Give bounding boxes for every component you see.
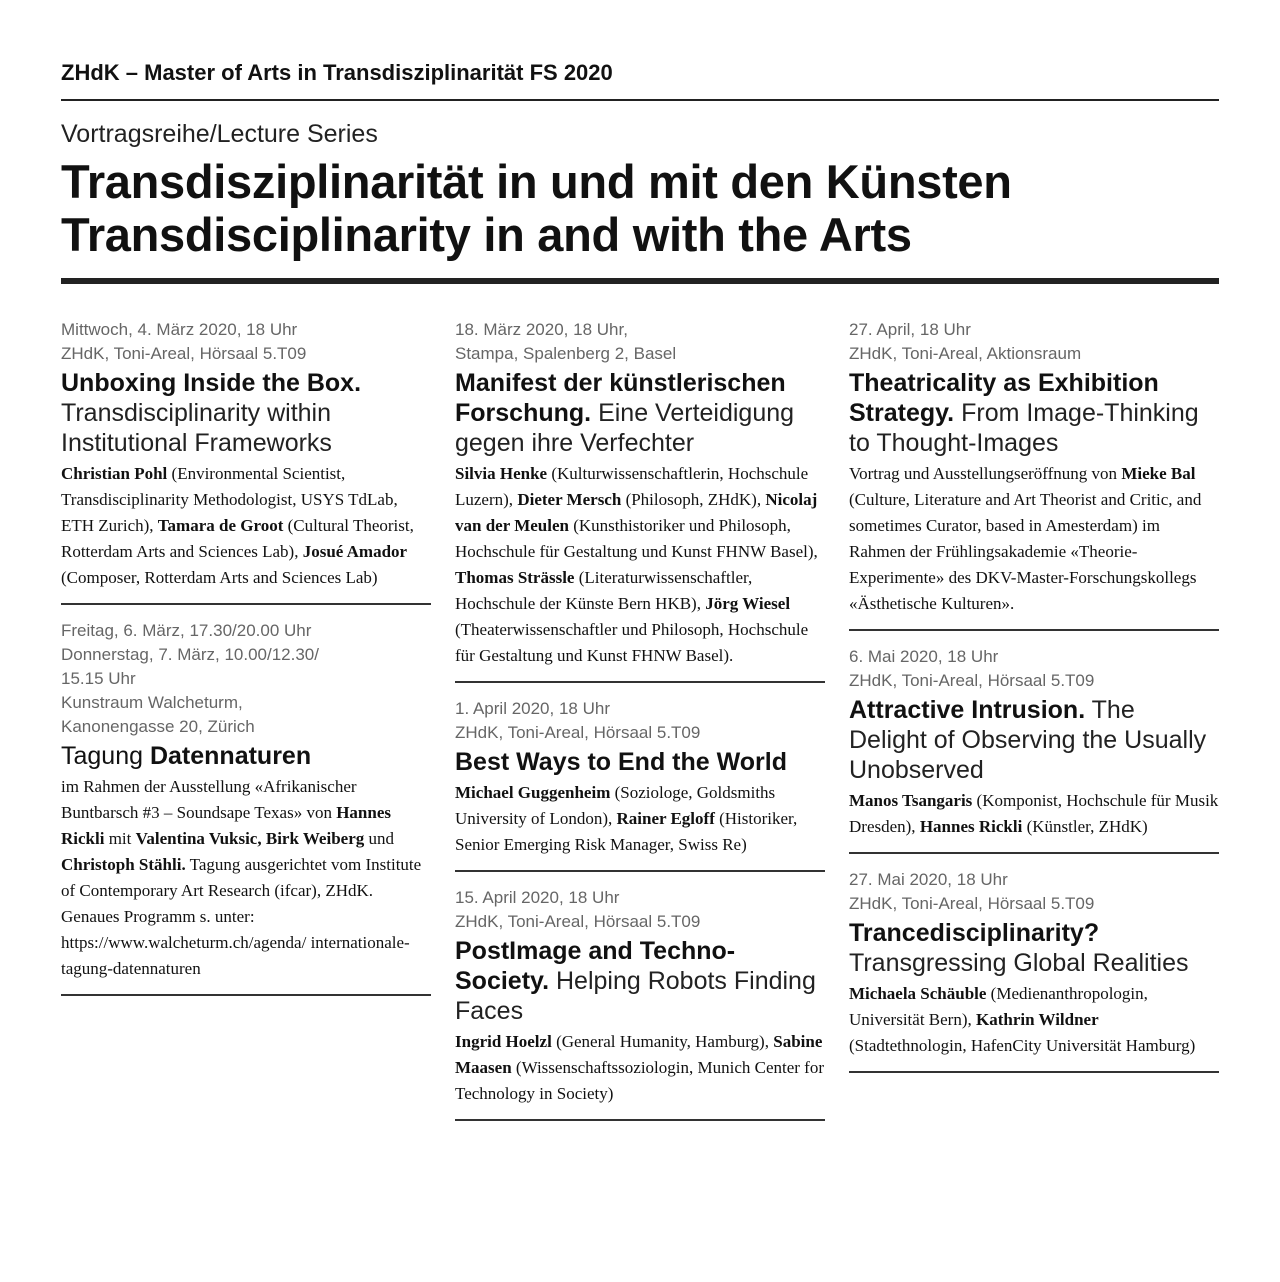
event-meta-line: ZHdK, Toni-Areal, Hörsaal 5.T09 [455, 723, 701, 742]
event-title [849, 918, 1219, 978]
event-title-bold: Best Ways to End the World [455, 748, 787, 776]
event-title [849, 368, 1219, 458]
event-title-subtitle: From Image-Thinking to Thought-Images [849, 399, 1199, 457]
event-meta-line: Donnerstag, 7. März, 10.00/12.30/ [61, 645, 319, 664]
description-text: Vortrag und Ausstellungseröffnung von [849, 464, 1122, 483]
event-meta-line: Kunstraum Walcheturm, [61, 693, 243, 712]
event-description [455, 461, 825, 669]
page-title [61, 155, 1012, 261]
event-meta-line: Kanonengasse 20, Zürich [61, 717, 255, 736]
event-meta-line: Freitag, 6. März, 17.30/20.00 Uhr [61, 621, 312, 640]
speaker-name: Kathrin Wildner [976, 1010, 1099, 1029]
event-title-subtitle: Eine Verteidigung gegen ihre Verfechter [455, 399, 795, 457]
event-meta-line: ZHdK, Toni-Areal, Aktionsraum [849, 344, 1082, 363]
event-title [455, 936, 825, 1026]
description-text: (Kunsthistoriker und Philosoph, Hochschule für Gestaltung und Kunst FHNW Basel), [455, 516, 818, 561]
description-text: (Philosoph, ZHdK), [621, 490, 766, 509]
event-title [455, 747, 825, 777]
series-label: Vortragsreihe/Lecture Series [61, 120, 378, 148]
event-meta-line: Mittwoch, 4. März 2020, 18 Uhr [61, 320, 298, 339]
event-meta-line: ZHdK, Toni-Areal, Hörsaal 5.T09 [849, 894, 1095, 913]
speaker-name: Ingrid Hoelzl [455, 1032, 552, 1051]
event-description [849, 981, 1219, 1059]
speaker-name: Christoph Stähli. [61, 855, 186, 874]
description-text: im Rahmen der Ausstellung «Afrikanischer Buntbarsch #3 – Soundsape Texas» von [61, 777, 357, 822]
description-text: (General Humanity, Hamburg), [551, 1032, 774, 1051]
description-text: (Environmental Scientist, Transdisciplinarity Methodologist, USYS TdLab, ETH Zurich), [61, 464, 398, 535]
speaker-name: Dieter Mersch [517, 490, 622, 509]
event-title-bold: PostImage and Techno-Society. [455, 937, 736, 995]
event-title-subtitle: Transgressing Global Realities [849, 949, 1189, 977]
column-3 [849, 318, 1219, 1087]
event-title-subtitle: Transdisciplinarity within Institutional Frameworks [61, 399, 332, 457]
event-title-prefix: Tagung [61, 742, 150, 770]
event-meta-line: 6. Mai 2020, 18 Uhr [849, 647, 999, 666]
event-title-bold: Attractive Intrusion. [849, 696, 1086, 724]
description-text: Tagung ausgerichtet vom Institute of Contemporary Art Research (ifcar), ZHdK. Genaues Programm s. unter: https://www.walcheturm.ch/agenda/ internationale-tagung-datennaturen [61, 855, 422, 978]
description-text: (Soziologe, Goldsmiths University of London), [455, 783, 776, 828]
speaker-name: Sabine Maasen [455, 1032, 823, 1077]
event-meta-line: Stampa, Spalenberg 2, Basel [455, 344, 677, 363]
event-block [849, 645, 1219, 854]
title-line-german: Transdisziplinarität in und mit den Künsten [61, 155, 1012, 208]
event-meta-line: 18. März 2020, 18 Uhr, [455, 320, 628, 339]
speaker-name: Jörg Wiesel [705, 594, 791, 613]
description-text: (Culture, Literature and Art Theorist and Critic, and sometimes Curator, based in Amesterdam) im Rahmen der Frühlingsakademie «Theorie-Experimente» des DKV-Master-Forschungskollegs «Ästhetische Kulturen». [849, 490, 1202, 613]
event-description [455, 780, 825, 858]
event-title [455, 368, 825, 458]
event-title-bold: Manifest der künstlerischen Forschung. [455, 369, 786, 427]
speaker-name: Tamara de Groot [157, 516, 284, 535]
event-block [61, 318, 431, 605]
description-text: (Kulturwissenschaftlerin, Hochschule Luzern), [455, 464, 809, 509]
description-text: (Composer, Rotterdam Arts and Sciences Lab) [61, 568, 378, 587]
description-text: (Literaturwissenschaftler, Hochschule der Künste Bern HKB), [455, 568, 753, 613]
event-meta-line: 1. April 2020, 18 Uhr [455, 699, 610, 718]
event-title-subtitle: The Delight of Observing the Usually Unobserved [849, 696, 1207, 784]
speaker-name: Mieke Bal [1121, 464, 1196, 483]
event-description [849, 788, 1219, 840]
event-title-bold: Datennaturen [149, 742, 312, 770]
description-text: (Stadtethnologin, HafenCity Universität Hamburg) [849, 1036, 1196, 1055]
event-meta-line: ZHdK, Toni-Areal, Hörsaal 5.T09 [455, 912, 701, 931]
column-2 [455, 318, 825, 1135]
description-text: (Wissenschaftssoziologin, Munich Center for Technology in Society) [455, 1058, 825, 1103]
event-title [61, 741, 431, 771]
event-block [61, 619, 431, 996]
event-meta-line: 15. April 2020, 18 Uhr [455, 888, 620, 907]
speaker-name: Valentina Vuksic, [135, 829, 262, 848]
event-meta-line: ZHdK, Toni-Areal, Hörsaal 5.T09 [849, 671, 1095, 690]
description-text: (Komponist, Hochschule für Musik Dresden), [849, 791, 1219, 836]
event-title-subtitle: Helping Robots Finding Faces [455, 967, 816, 1025]
speaker-name: Nicolaj van der Meulen [455, 490, 818, 535]
speaker-name: Hannes Rickli [919, 817, 1023, 836]
speaker-name: Christian Pohl [61, 464, 168, 483]
event-block [455, 697, 825, 872]
event-block [455, 318, 825, 683]
speaker-name: Manos Tsangaris [849, 791, 973, 810]
event-title-bold: Unboxing Inside the Box. [61, 369, 362, 397]
event-description [61, 461, 431, 591]
event-meta-line: 27. Mai 2020, 18 Uhr [849, 870, 1008, 889]
event-description [849, 461, 1219, 617]
event-description [61, 774, 431, 982]
speaker-name: Michael Guggenheim [455, 783, 611, 802]
event-block [455, 886, 825, 1121]
event-meta-line: 15.15 Uhr [61, 669, 136, 688]
event-meta-line: ZHdK, Toni-Areal, Hörsaal 5.T09 [61, 344, 307, 363]
column-1 [61, 318, 431, 1010]
description-text: (Historiker, Senior Emerging Risk Manager, Swiss Re) [455, 809, 798, 854]
event-title-bold: Trancedisciplinarity? [849, 919, 1100, 947]
event-block [849, 868, 1219, 1073]
header [61, 58, 1219, 101]
speaker-name: Michaela Schäuble [849, 984, 987, 1003]
description-text: mit [104, 829, 136, 848]
description-text: (Medienanthropologin, Universität Bern), [849, 984, 1148, 1029]
event-description [455, 1029, 825, 1107]
event-title [61, 368, 431, 458]
speaker-name: Birk Weiberg [265, 829, 365, 848]
event-block [849, 318, 1219, 631]
event-meta-line: 27. April, 18 Uhr [849, 320, 971, 339]
description-text: und [364, 829, 394, 848]
header-title: ZHdK – Master of Arts in Transdisziplinarität FS 2020 [61, 60, 613, 85]
speaker-name: Josué Amador [302, 542, 408, 561]
description-text: (Theaterwissenschaftler und Philosoph, Hochschule für Gestaltung und Kunst FHNW Basel). [455, 620, 809, 665]
speaker-name: Thomas Strässle [455, 568, 575, 587]
speaker-name: Rainer Egloff [616, 809, 715, 828]
title-rule [61, 278, 1219, 284]
event-title-bold: Theatricality as Exhibition Strategy. [849, 369, 1159, 427]
event-title [849, 695, 1219, 785]
speaker-name: Silvia Henke [455, 464, 548, 483]
speaker-name: Hannes Rickli [61, 803, 391, 848]
description-text: (Künstler, ZHdK) [1022, 817, 1148, 836]
description-text: (Cultural Theorist, Rotterdam Arts and Sciences Lab), [61, 516, 414, 561]
title-line-english: Transdisciplinarity in and with the Arts [61, 208, 912, 261]
